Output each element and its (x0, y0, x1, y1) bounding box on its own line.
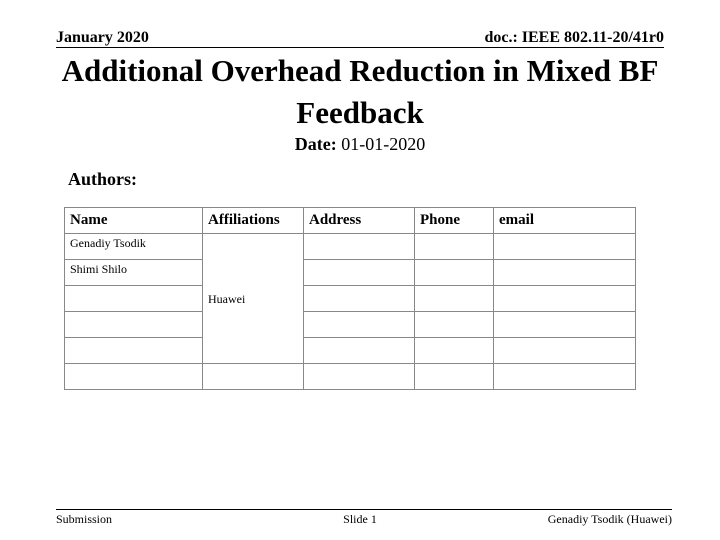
author-name-cell (65, 286, 203, 312)
footer-submission: Submission (56, 512, 113, 526)
email-cell (494, 338, 636, 364)
address-cell (304, 364, 415, 390)
email-cell (494, 234, 636, 260)
phone-cell (415, 364, 494, 390)
email-cell (494, 286, 636, 312)
authors-table (64, 207, 636, 390)
phone-cell (415, 338, 494, 364)
phone-cell (415, 312, 494, 338)
table-row (65, 234, 636, 260)
column-header-name: Name (65, 208, 203, 234)
email-cell (494, 364, 636, 390)
column-header-phone: Phone (415, 208, 494, 234)
author-name-cell: Shimi Shilo (65, 260, 203, 286)
table-row (65, 312, 636, 338)
date-label: Date: (294, 134, 337, 154)
footer-author: Genadiy Tsodik (Huawei) (547, 512, 672, 526)
table-header-row (65, 208, 636, 234)
slide-title: Additional Overhead Reduction in Mixed BF Feedback (61, 53, 659, 130)
column-header-affiliations: Affiliations (203, 208, 304, 234)
column-header-email: email (494, 208, 636, 234)
date-line (0, 133, 720, 155)
footer-divider (56, 509, 672, 510)
table-row (65, 364, 636, 390)
date-value: 01-01-2020 (336, 134, 426, 154)
table-row (65, 260, 636, 286)
address-cell (304, 338, 415, 364)
authors-label: Authors: (68, 169, 138, 189)
affiliation-cell-empty (203, 364, 304, 390)
table-row (65, 286, 636, 312)
address-cell (304, 260, 415, 286)
phone-cell (415, 260, 494, 286)
address-cell (304, 312, 415, 338)
footer-slide-number: Slide 1 (343, 512, 377, 526)
author-name-cell (65, 364, 203, 390)
header-divider (56, 47, 664, 48)
address-cell (304, 234, 415, 260)
column-header-address: Address (304, 208, 415, 234)
address-cell (304, 286, 415, 312)
author-name-cell (65, 338, 203, 364)
author-name-cell (65, 312, 203, 338)
email-cell (494, 260, 636, 286)
author-name-cell: Genadiy Tsodik (65, 234, 203, 260)
phone-cell (415, 234, 494, 260)
table-row (65, 338, 636, 364)
header-date: January 2020 (56, 29, 149, 46)
email-cell (494, 312, 636, 338)
affiliation-cell: Huawei (203, 234, 304, 364)
header-doc-id: doc.: IEEE 802.11-20/41r0 (484, 29, 664, 46)
phone-cell (415, 286, 494, 312)
